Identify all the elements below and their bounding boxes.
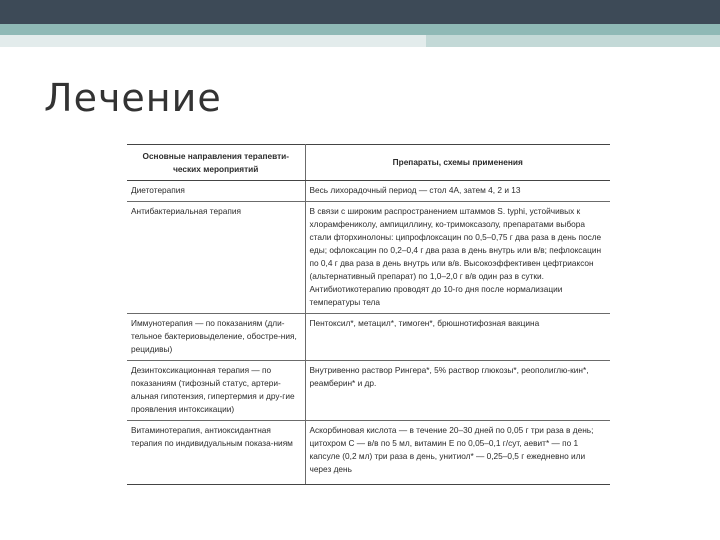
row-drugs: Пентоксил*, метацил*, тимоген*, брюшнотифозная вакцина [305, 314, 610, 361]
table-header-row [127, 145, 610, 181]
table-row [127, 181, 610, 202]
row-drugs: В связи с широким распространением штаммов S. typhi, устойчивых к хлорамфениколу, ампициллину, ко-тримоксазолу, препаратами выбора стали фторхинолоны: ципрофлоксацин по 0,5–0,75 г два раза в день после еды; офлоксацин по 0,2–0,4 г два раза в день внутрь или в/в; пефлоксацин по 0,4 г два раза в день внутрь или в/в. Высокоэффективен цефтриаксон (альтернативный препарат) по 1,0–2,0 г в/в один раз в сутки. Антибиотикотерапию проводят до 10-го дня после нормализации температуры тела [305, 202, 610, 314]
header-directions: Основные направления терапевти-ческих мероприятий [127, 145, 305, 181]
row-drugs: Внутривенно раствор Рингера*, 5% раствор глюкозы*, реополиглю-кин*, реамберин* и др. [305, 361, 610, 421]
slide-title: Лечение [44, 76, 222, 120]
row-direction: Витаминотерапия, антиоксидантная терапия по индивидуальным показа-ниям [127, 421, 305, 485]
row-direction: Дезинтоксикационная терапия — по показаниям (тифозный статус, артери-альная гипотензия, гипертермия и дру-гие проявления интоксикации) [127, 361, 305, 421]
title-bar-stripe [0, 24, 720, 35]
table-row [127, 202, 610, 314]
table-row [127, 421, 610, 485]
row-direction: Диетотерапия [127, 181, 305, 202]
title-bar-accent-band [426, 35, 720, 47]
row-drugs: Весь лихорадочный период — стол 4А, затем 4, 2 и 13 [305, 181, 610, 202]
row-drugs: Аскорбиновая кислота — в течение 20–30 дней по 0,05 г три раза в день; цитохром С — в/в по 5 мл, витамин Е по 0,05–0,1 г/сут, аевит* — по 1 капсуле (0,2 мл) три раза в день, унитиол* — 0,25–0,5 г ежедневно или через день [305, 421, 610, 485]
table-row [127, 361, 610, 421]
header-drugs: Препараты, схемы применения [305, 145, 610, 181]
title-bar-dark [0, 0, 720, 24]
table-row [127, 314, 610, 361]
title-bar-light-band [0, 35, 426, 47]
row-direction: Антибактериальная терапия [127, 202, 305, 314]
row-direction: Иммунотерапия — по показаниям (дли-тельное бактериовыделение, обостре-ния, рецидивы) [127, 314, 305, 361]
treatment-table [127, 144, 610, 485]
